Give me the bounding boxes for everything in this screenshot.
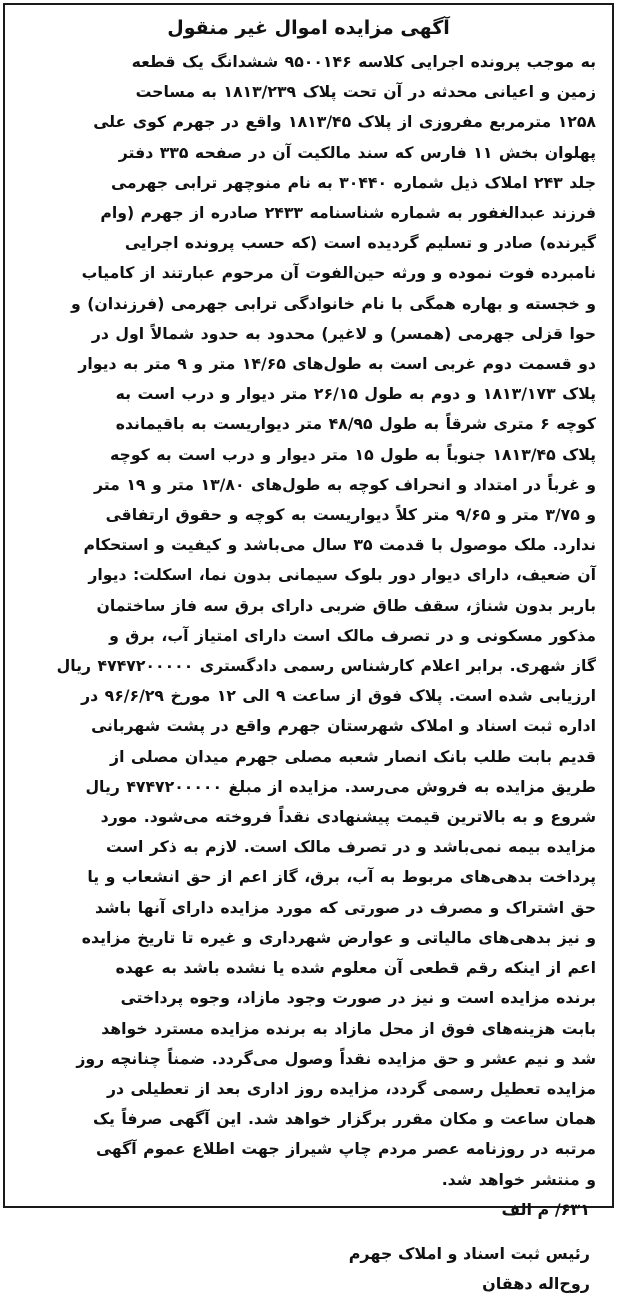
notice-body-line: پهلوان بخش ۱۱ فارس که سند مالکیت آن در صفحه ۳۳۵ دفتر [118, 142, 596, 162]
signer-title: رئیس ثبت اسناد و املاک جهرم [348, 1243, 590, 1263]
notice-body-line: اداره ثبت اسناد و املاک شهرستان جهرم واقع در پشت شهربانی [91, 716, 596, 736]
notice-body-line: طریق مزایده به فروش می‌رسد. مزایده از مبلغ ۴۷۴۷۲۰۰۰۰۰ ریال [85, 776, 596, 796]
notice-body-line: حوا قزلی جهرمی (همسر) و لاغیر) محدود به حدود شمالاً اول در [91, 323, 596, 343]
notice-frame [3, 3, 614, 1293]
notice-body-line: نامبرده فوت نموده و ورثه حین‌الفوت آن مرحوم عبارتند از کامیاب [81, 263, 596, 283]
notice-reference-code: ۶۳۱/ م الف [501, 1199, 590, 1219]
notice-body [5, 41, 612, 1195]
signature-block [5, 1239, 612, 1299]
notice-body-line: پرداخت بدهی‌های مربوط به آب، برق، گاز اعم از حق انشعاب و یا [87, 867, 596, 887]
notice-body-line: و خجسته و بهاره همگی با نام خانوادگی ترابی جهرمی (فرزندان) و [71, 293, 596, 313]
notice-body-line: به موجب پرونده اجرایی کلاسه ۹۵۰۰۱۴۶ ششدانگ یک قطعه [131, 52, 596, 71]
notice-body-line: زمین و اعیانی محدثه در آن تحت پلاک ۱۸۱۳/۲۳۹ به مساحت [135, 82, 596, 102]
notice-body-line: شروع و به بالاترین قیمت پیشنهادی نقداً فروخته می‌شود. مورد [100, 807, 596, 827]
notice-body-line: گاز شهری. برابر اعلام کارشناس رسمی دادگستری ۴۷۴۷۲۰۰۰۰۰ ریال [56, 656, 596, 676]
notice-body-line: آن ضعیف، دارای دیوار دور بلوک سیمانی بدون نما، اسکلت: دیوار [88, 565, 596, 585]
notice-body-line: مذکور مسکونی و در تصرف مالک است دارای امتیاز آب، برق و [109, 625, 596, 645]
notice-body-line: دو قسمت دوم غربی است به طول‌های ۱۴/۶۵ متر و ۹ متر به دیوار [78, 354, 596, 374]
notice-body-line: شد و نیم عشر و حق مزایده نقداً وصول می‌گردد. ضمناً چنانچه روز [76, 1048, 596, 1068]
notice-body-line: ندارد. ملک موصول با قدمت ۳۵ سال می‌باشد و کیفیت و استحکام [83, 535, 596, 555]
notice-body-line: باربر بدون شناژ، سقف طاق ضربی دارای برق سه فاز ساختمان [96, 595, 596, 615]
notice-body-line: ۱۲۵۸ مترمربع مفروزی از پلاک ۱۸۱۳/۴۵ واقع در جهرم کوی علی [93, 112, 596, 132]
notice-body-line: پلاک ۱۸۱۳/۱۷۳ و دوم به طول ۲۶/۱۵ متر دیوار و درب است به [115, 384, 596, 404]
notice-body-line: گیرنده) صادر و تسلیم گردیده است (که حسب پرونده اجرایی [124, 233, 596, 253]
notice-body-line: همان ساعت و مکان مقرر برگزار خواهد شد. این آگهی صرفاً یک [92, 1109, 596, 1129]
notice-body-line: برنده مزایده است و نیز در صورت وجود مازاد، وجوه پرداختی [120, 988, 596, 1008]
notice-title: آگهی مزایده اموال غیر منقول [167, 17, 450, 39]
notice-body-line: و نیز بدهی‌های مالیاتی و عوارض شهرداری و غیره تا تاریخ مزایده [81, 927, 596, 947]
notice-body-line: حق اشتراک و مصرف در صورتی که مورد مزایده دارای آنها باشد [94, 897, 596, 917]
notice-body-line: ارزیابی شده است. پلاک فوق از ساعت ۹ الی ۱۲ مورخ ۹۶/۶/۲۹ در [81, 686, 596, 706]
notice-body-line: مزایده بیمه نمی‌باشد و در تصرف مالک است. لازم به ذکر است [105, 837, 596, 857]
notice-body-line: بابت هزینه‌های فوق از محل مازاد به برنده مزایده مسترد خواهد [101, 1018, 596, 1038]
notice-body-line: اعم از اینکه رقم قطعی آن معلوم شده یا نشده باشد به عهده [115, 958, 596, 978]
notice-body-line: پلاک ۱۸۱۳/۴۵ جنوباً به طول ۱۵ متر دیوار و درب است به کوچه [110, 444, 596, 464]
notice-body-line: کوچه ۶ متری شرقاً به طول ۴۸/۹۵ متر دیواریست به باقیمانده [115, 414, 596, 434]
notice-body-line: و غرباً در امتداد و انحراف کوچه به طول‌های ۱۳/۸۰ متر و ۱۹ متر [93, 474, 596, 494]
notice-body-line: و منتشر خواهد شد. [441, 1169, 596, 1189]
signer-name: روح‌اله دهقان [482, 1273, 590, 1293]
notice-body-line: قدیم بابت طلب بانک انصار شعبه مصلی جهرم میدان مصلی از [110, 746, 596, 766]
notice-body-line: فرزند عبدالغفور به شماره شناسنامه ۲۴۳۳ صادره از جهرم (وام [100, 203, 596, 223]
notice-body-line: مزایده تعطیل رسمی گردد، مزایده روز اداری بعد از تعطیلی در [107, 1078, 596, 1098]
notice-body-line: جلد ۲۴۳ املاک ذیل شماره ۳۰۴۴۰ به نام منوچهر ترابی جهرمی [111, 172, 596, 192]
notice-body-line: و ۳/۷۵ متر و ۹/۶۵ متر کلاً دیواریست به کوچه و حقوق ارتفاقی [105, 505, 596, 525]
notice-body-line: مرتبه در روزنامه عصر مردم چاپ شیراز جهت اطلاع عموم آگهی [95, 1139, 596, 1159]
